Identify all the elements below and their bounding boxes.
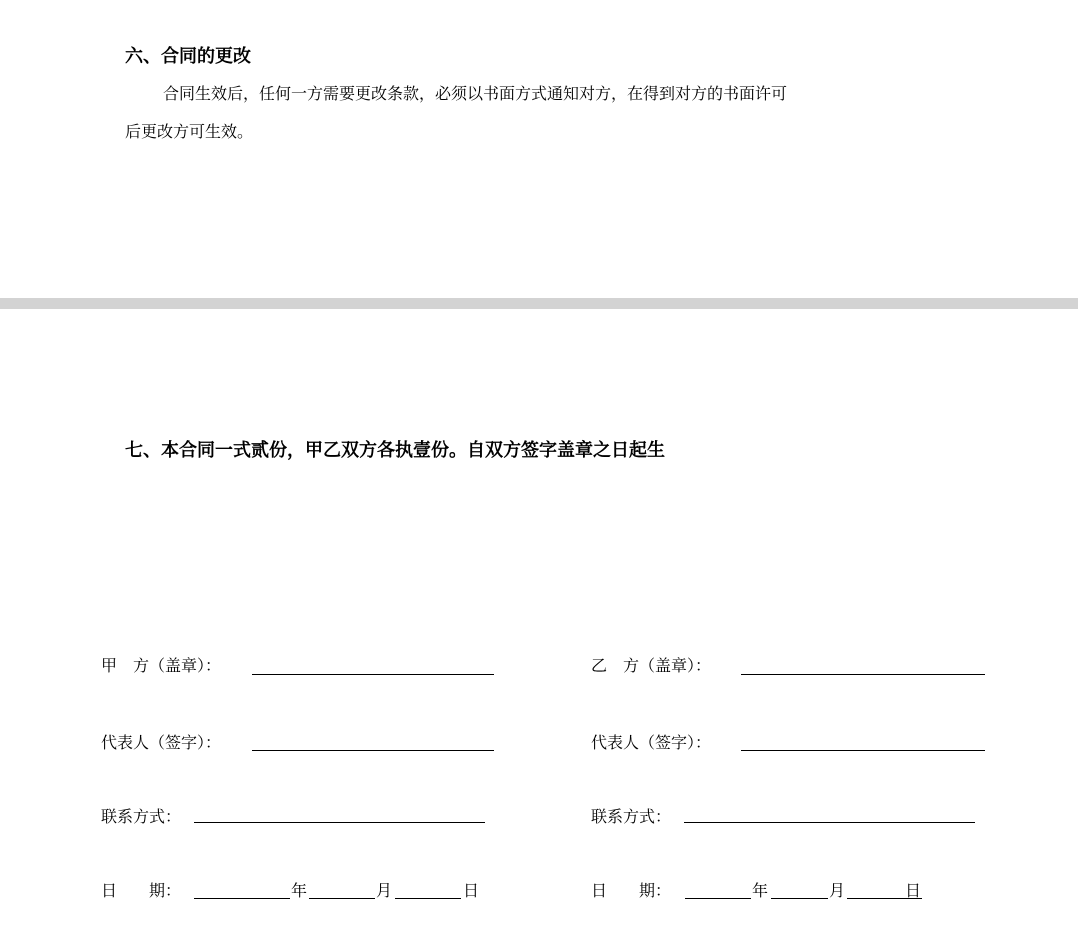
party-a-day-label: 日: [463, 881, 480, 900]
party-a-rep-label: 代表人（签字）：: [101, 733, 222, 752]
party-b-seal-line[interactable]: [741, 674, 985, 675]
party-a-day-line[interactable]: [395, 898, 461, 899]
party-b-month-label: 月: [829, 881, 846, 900]
party-a-rep-line[interactable]: [252, 750, 494, 751]
party-a-date-label: 日 期：: [101, 881, 182, 900]
page-separator: [0, 298, 1078, 309]
party-b-rep-line[interactable]: [741, 750, 985, 751]
party-a-contact-line[interactable]: [194, 822, 485, 823]
party-b-contact-label: 联系方式：: [591, 807, 672, 826]
section6-paragraph-line2: 后更改方可生效。: [125, 122, 254, 141]
party-a-contact-label: 联系方式：: [101, 807, 182, 826]
party-a-month-line[interactable]: [309, 898, 375, 899]
section7-heading: 七、本合同一式贰份，甲乙双方各执壹份。自双方签字盖章之日起生: [125, 440, 665, 461]
party-b-contact-line[interactable]: [684, 822, 975, 823]
section6-paragraph-line1: 合同生效后，任何一方需要更改条款，必须以书面方式通知对方，在得到对方的书面许可: [163, 84, 788, 103]
party-b-label: 乙 方（盖章）：: [591, 656, 712, 675]
party-b-year-label: 年: [752, 881, 769, 900]
party-b-year-line[interactable]: [685, 898, 751, 899]
party-a-year-line[interactable]: [194, 898, 290, 899]
party-b-rep-label: 代表人（签字）：: [591, 733, 712, 752]
party-b-month-line[interactable]: [771, 898, 828, 899]
party-a-month-label: 月: [376, 881, 393, 900]
party-a-year-label: 年: [291, 881, 308, 900]
party-b-date-label: 日 期：: [591, 881, 672, 900]
page-bottom: [0, 309, 1078, 947]
section6-heading: 六、合同的更改: [125, 46, 251, 67]
party-b-day-label: 日: [905, 881, 922, 900]
party-a-seal-line[interactable]: [252, 674, 494, 675]
party-a-label: 甲 方（盖章）：: [101, 656, 222, 675]
